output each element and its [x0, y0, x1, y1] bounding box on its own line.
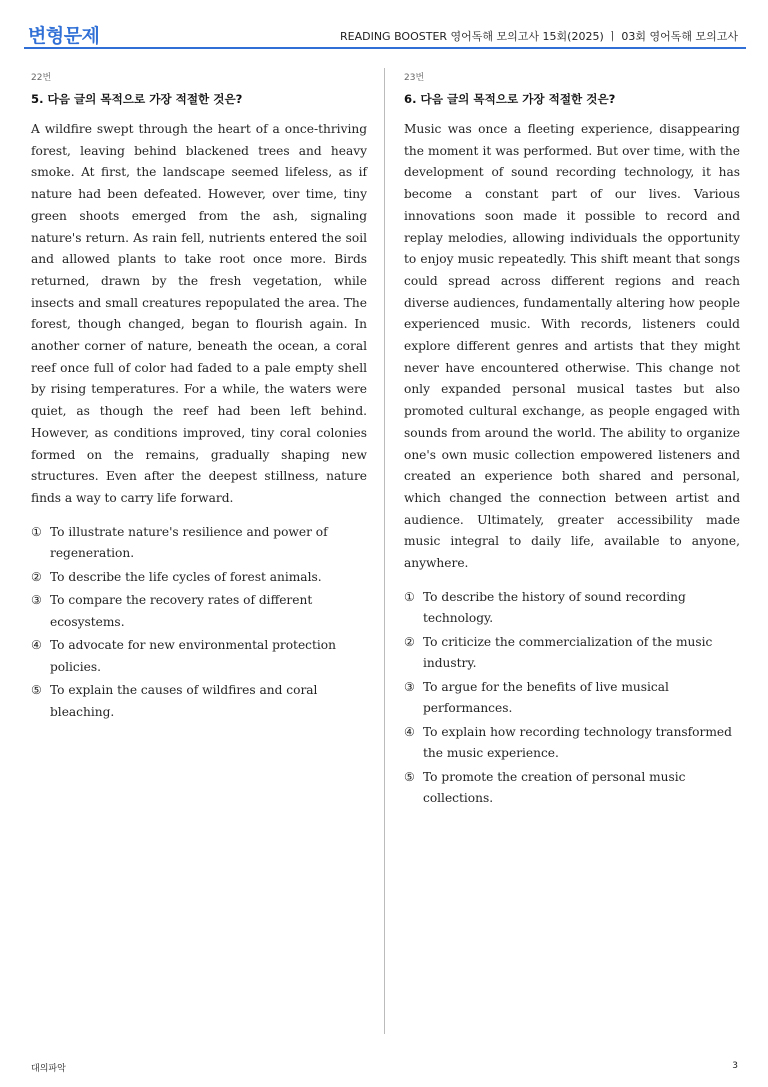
question-title: 5. 다음 글의 목적으로 가장 적절한 것은?	[31, 92, 243, 106]
choice-text: To compare the recovery rates of different ecosystems.	[50, 592, 313, 629]
choice-number: ④	[31, 637, 42, 652]
choice-number: ⑤	[404, 769, 415, 784]
choice-number: ①	[404, 589, 415, 604]
choice-text: To argue for the benefits of live musical performances.	[423, 679, 669, 716]
footer-section-label: 대의파악	[31, 1064, 66, 1074]
choice-number: ③	[404, 679, 415, 694]
choice-number: ⑤	[31, 682, 42, 697]
answer-choice[interactable]	[31, 567, 367, 589]
header-exam-info: READING BOOSTER 영어독해 모의고사 15회(2025) ㅣ 03회 영어독해 모의고사	[340, 30, 738, 43]
page-header	[0, 0, 768, 50]
choice-number: ②	[404, 634, 415, 649]
answer-choice[interactable]	[404, 587, 740, 630]
header-rule	[24, 47, 746, 49]
choice-number: ②	[31, 569, 42, 584]
answer-choices	[404, 587, 740, 810]
answer-choice[interactable]	[31, 635, 367, 678]
answer-choice[interactable]	[404, 677, 740, 720]
answer-choice[interactable]	[404, 767, 740, 810]
choice-text: To describe the history of sound recording technology.	[423, 589, 686, 626]
choice-text: To advocate for new environmental protection policies.	[50, 637, 336, 674]
header-title: 변형문제	[28, 25, 100, 47]
question-title: 6. 다음 글의 목적으로 가장 적절한 것은?	[404, 92, 616, 106]
answer-choices	[31, 522, 367, 724]
choice-number: ③	[31, 592, 42, 607]
answer-choice[interactable]	[31, 590, 367, 633]
choice-text: To explain the causes of wildfires and coral bleaching.	[50, 682, 318, 719]
choice-text: To illustrate nature's resilience and power of regeneration.	[50, 524, 328, 561]
choice-number: ①	[31, 524, 42, 539]
choice-text: To explain how recording technology transformed the music experience.	[423, 724, 732, 761]
question-source-number: 23번	[404, 73, 425, 83]
choice-text: To describe the life cycles of forest animals.	[50, 569, 322, 584]
choice-number: ④	[404, 724, 415, 739]
choice-text: To promote the creation of personal music collections.	[423, 769, 686, 806]
answer-choice[interactable]	[31, 680, 367, 723]
answer-choice[interactable]	[404, 722, 740, 765]
choice-text: To criticize the commercialization of the music industry.	[423, 634, 713, 671]
page-number: 3	[732, 1061, 738, 1071]
question-column-right	[404, 70, 740, 812]
question-passage: Music was once a fleeting experience, disappearing the moment it was performed. But over time, with the development of sound recording technology, it has become a constant part of our lives. Various innovations soon made it possible to record and replay melodies, allowing individuals the opportunity to enjoy music repeatedly. This shift meant that songs could spread across different regions and reach diverse audiences, fundamentally altering how people experienced music. With records, listeners could explore different genres and artists that they might never have encountered otherwise. This change not only expanded personal musical tastes but also promoted cultural exchange, as people engaged with sounds from around the world. The ability to organize one's own music collection empowered listeners and created an experience both shared and personal, which changed the connection between artist and audience. Ultimately, greater accessibility made music integral to daily life, available to anyone, anywhere.	[404, 122, 740, 571]
answer-choice[interactable]	[404, 632, 740, 675]
question-passage: A wildfire swept through the heart of a once-thriving forest, leaving behind blackened trees and heavy smoke. At first, the landscape seemed lifeless, as if nature had been defeated. However, over time, tiny green shoots emerged from the ash, signaling nature's return. As rain fell, nutrients entered the soil and allowed plants to take root once more. Birds returned, drawn by the fresh vegetation, while insects and small creatures repopulated the area. The forest, though changed, began to flourish again. In another corner of nature, beneath the ocean, a coral reef once full of color had faded to a pale empty shell by rising temperatures. For a while, the waters were quiet, as though the reef had been left behind. However, as conditions improved, tiny coral colonies formed on the remains, gradually shaping new structures. Even after the deepest stillness, nature finds a way to carry life forward.	[31, 122, 367, 505]
question-source-number: 22번	[31, 73, 52, 83]
column-divider	[384, 68, 385, 1034]
question-column-left	[31, 70, 367, 725]
answer-choice[interactable]	[31, 522, 367, 565]
